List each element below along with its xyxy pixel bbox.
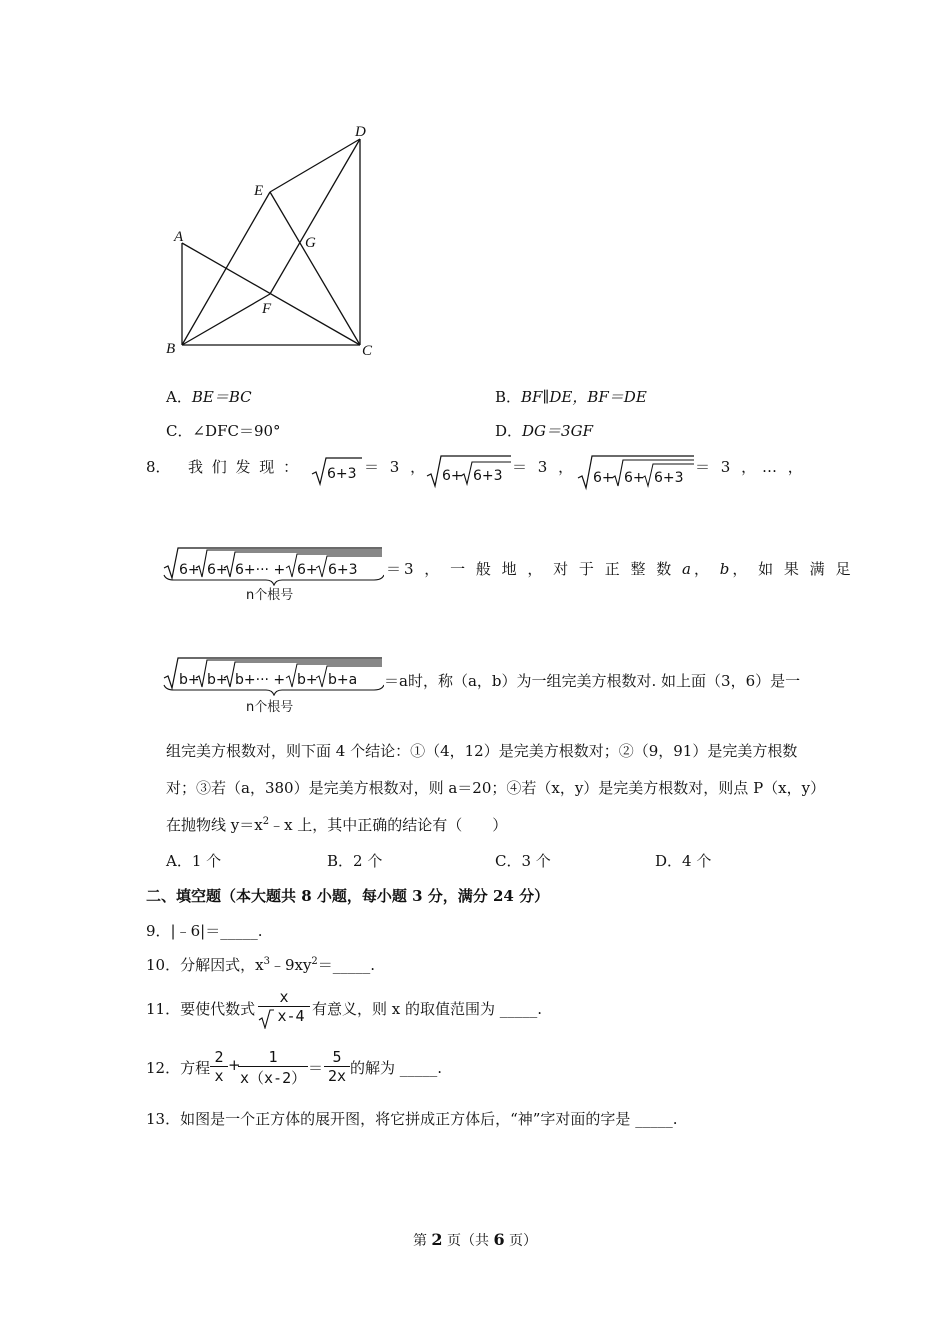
radical-2 [425,454,511,490]
label-F: F [262,301,272,317]
q10: 10．分解因式，$x^3﹣9xy^2=\_\_\_\_\_$. [146,956,376,974]
q8-line4: 组完美方根数对，则下面 4 个结论：①（4，12）是完美方根数对；②（9，91）是完美方根数 [166,742,798,760]
svg-text:6+3: 6+3 [328,562,358,578]
q12-fraction-1: $\frac{2}{x}$ [210,1048,228,1085]
q12-fraction-2: $\frac{1}{x(x-2)}$ [240,1048,307,1087]
q7-option-a: A．BE＝BC [166,388,252,406]
svg-text:6+··· +: 6+··· + [235,562,286,578]
q8-option-a: A．1 个 [166,852,222,870]
q8-option-d: D．4 个 [655,852,712,870]
q8-line3: ＝a时，称（a，b）为一组完美方根数对. 如上面（3，6）是一 [384,672,801,690]
svg-text:b+: b+ [179,672,200,688]
page-footer: 第 2 页（共 6 页） [412,1230,538,1249]
n-radicals-label-2: n个根号 [246,700,294,715]
svg-text:b+a: b+a [328,672,358,688]
svg-text:b+: b+ [297,672,318,688]
segment-BF [182,294,270,345]
svg-text:6+: 6+ [593,470,614,486]
q8-ellipsis: … ， [762,458,806,476]
label-A: A [174,229,184,245]
q7-option-b: B．BF∥DE，BF＝DE [495,388,647,406]
label-C: C [362,343,373,359]
q12-plus: + [228,1056,241,1074]
svg-text:6+3: 6+3 [654,470,684,486]
q8-eq-3: ＝ 3 ， [695,458,760,476]
radical-1 [310,454,362,488]
q8-line2: ＝3 ， 一 般 地 ， 对 于 正 整 数 a， b， 如 果 满 足 [386,560,854,578]
q12-equals: ＝ [308,1059,324,1077]
label-E: E [254,183,264,199]
q11-prefix: 11．要使代数式 [146,1000,256,1018]
q8-line6: 在抛物线 $y=x^2﹣x$ 上，其中正确的结论有（ ） [166,816,508,834]
radical-3 [576,454,694,492]
svg-text:6+3: 6+3 [473,468,503,484]
svg-text:6+: 6+ [207,562,228,578]
svg-text:6+: 6+ [179,562,200,578]
svg-text:6+3: 6+3 [327,466,357,482]
segment-FD [270,139,360,294]
svg-text:6+: 6+ [442,468,463,484]
nested-radical-b [162,656,384,696]
svg-text:6+: 6+ [624,470,645,486]
q8-option-c: C．3 个 [495,852,551,870]
label-D: D [355,124,366,140]
q12-suffix: 的解为 _____. [350,1059,443,1077]
segment-BE [182,192,270,345]
geometry-figure [160,115,390,365]
q11-fraction: $\frac{x}{x-4}$ [258,988,310,1025]
q7-option-c: C．∠DFC＝90° [166,422,281,440]
q13: 13．如图是一个正方体的展开图，将它拼成正方体后，“神”字对面的字是 _____. [146,1110,678,1128]
label-G: G [305,235,316,251]
svg-text:b+··· +: b+··· + [235,672,286,688]
q8-intro: 我 们 发 现 ： [188,458,301,476]
nested-radical-6 [162,546,384,586]
q11-suffix: 有意义，则 x 的取值范围为 _____. [312,1000,543,1018]
section-2-title: 二、填空题（本大题共 8 小题，每小题 3 分，满分 24 分） [146,887,550,905]
label-B: B [166,341,176,357]
q8-eq-1: ＝ 3 ， [364,458,429,476]
q7-option-d: D．DG＝3GF [495,422,593,440]
svg-text:6+: 6+ [297,562,318,578]
q8-line5: 对；③若（a，380）是完美方根数对，则 a＝20；④若（x，y）是完美方根数对，则点 P（x，y） [166,779,826,797]
q8-number: 8． [146,458,171,476]
q9: 9．|﹣6|＝_____. [146,922,263,940]
q8-eq-2: ＝ 3 ， [512,458,577,476]
segment-ED [270,139,360,192]
q12-fraction-3: $\frac{5}{2x}$ [324,1048,350,1085]
segment-EC [270,192,360,345]
svg-text:b+: b+ [207,672,228,688]
q8-option-b: B．2 个 [327,852,383,870]
q12-prefix: 12．方程 [146,1059,211,1077]
n-radicals-label-1: n个根号 [246,588,294,603]
